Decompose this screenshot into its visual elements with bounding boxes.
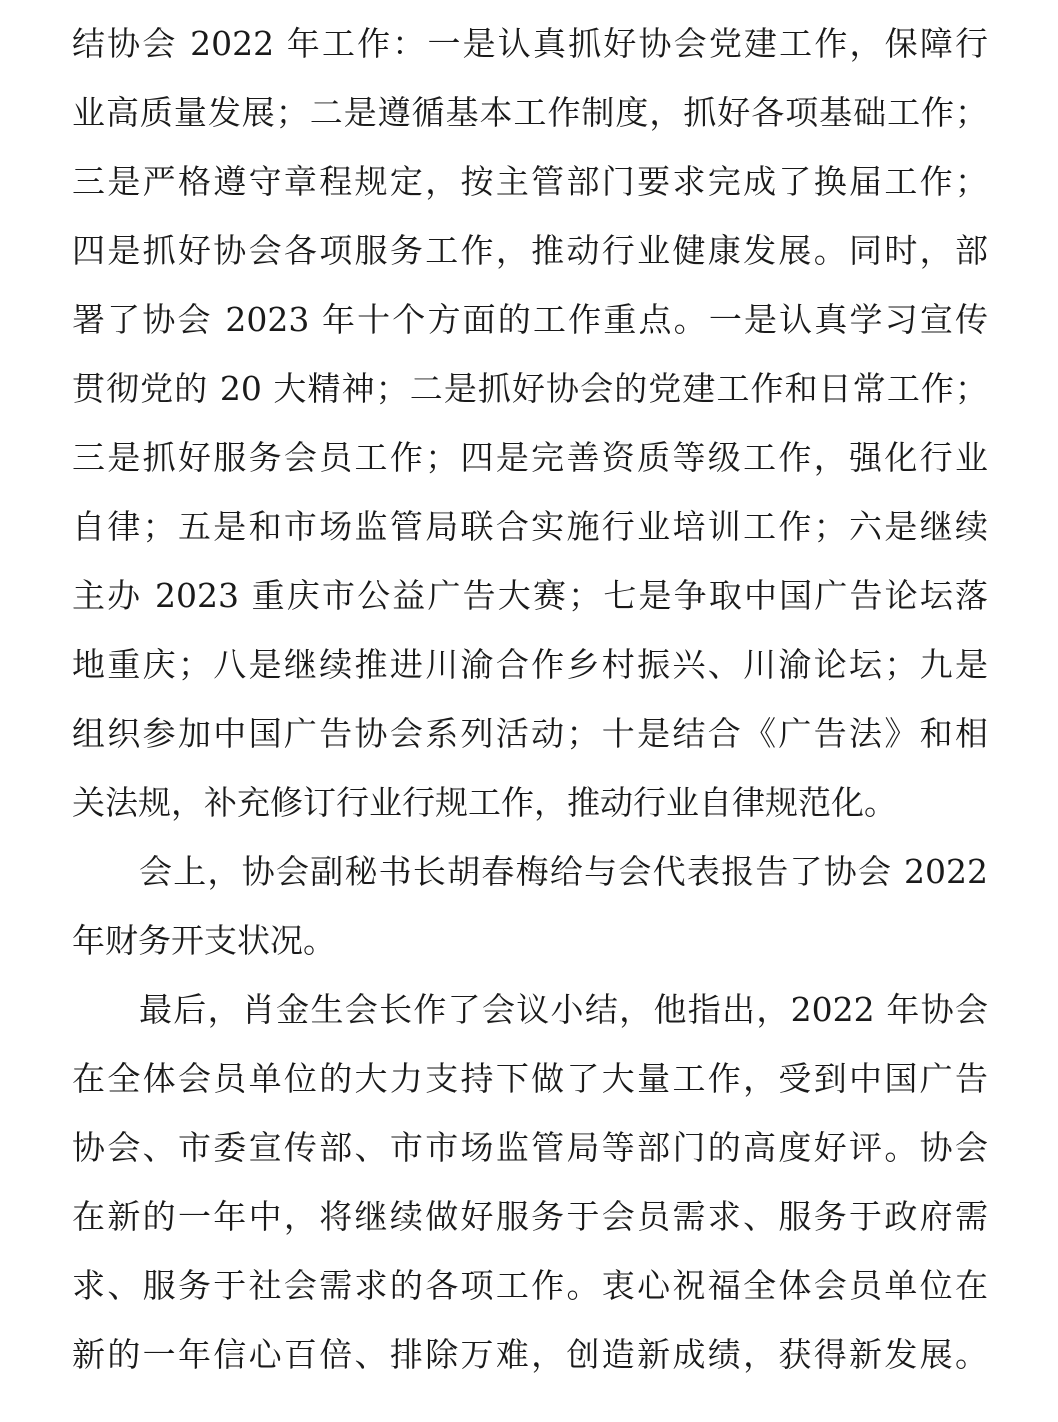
text-line: 三是严格遵守章程规定，按主管部门要求完成了换届工作；	[72, 162, 988, 201]
text-line: 结协会 2022 年工作：一是认真抓好协会党建工作，保障行	[72, 24, 988, 63]
text-line: 求、服务于社会需求的各项工作。衷心祝福全体会员单位在	[72, 1266, 988, 1305]
text-line: 四是抓好协会各项服务工作，推动行业健康发展。同时，部	[72, 231, 988, 270]
text-line: 主办 2023 重庆市公益广告大赛；七是争取中国广告论坛落	[72, 576, 988, 615]
text-line: 业高质量发展；二是遵循基本工作制度，抓好各项基础工作；	[72, 93, 988, 132]
text-line: 贯彻党的 20 大精神；二是抓好协会的党建工作和日常工作；	[72, 369, 988, 408]
text-line: 在全体会员单位的大力支持下做了大量工作，受到中国广告	[72, 1059, 988, 1098]
paragraph-first-line: 会上，协会副秘书长胡春梅给与会代表报告了协会 2022	[139, 852, 988, 891]
text-line: 关法规，补充修订行业行规工作，推动行业自律规范化。	[72, 783, 897, 822]
text-line: 协会、市委宣传部、市市场监管局等部门的高度好评。协会	[72, 1128, 988, 1167]
paragraph-first-line: 最后，肖金生会长作了会议小结，他指出，2022 年协会	[139, 990, 988, 1029]
text-line: 署了协会 2023 年十个方面的工作重点。一是认真学习宣传	[72, 300, 988, 339]
text-line: 在新的一年中，将继续做好服务于会员需求、服务于政府需	[72, 1197, 988, 1236]
text-line: 三是抓好服务会员工作；四是完善资质等级工作，强化行业	[72, 438, 988, 477]
text-line: 组织参加中国广告协会系列活动；十是结合《广告法》和相	[72, 714, 988, 753]
text-line: 年财务开支状况。	[72, 921, 336, 960]
text-line: 地重庆；八是继续推进川渝合作乡村振兴、川渝论坛；九是	[72, 645, 988, 684]
text-line: 新的一年信心百倍、排除万难，创造新成绩，获得新发展。	[72, 1335, 988, 1374]
text-line: 自律；五是和市场监管局联合实施行业培训工作；六是继续	[72, 507, 988, 546]
